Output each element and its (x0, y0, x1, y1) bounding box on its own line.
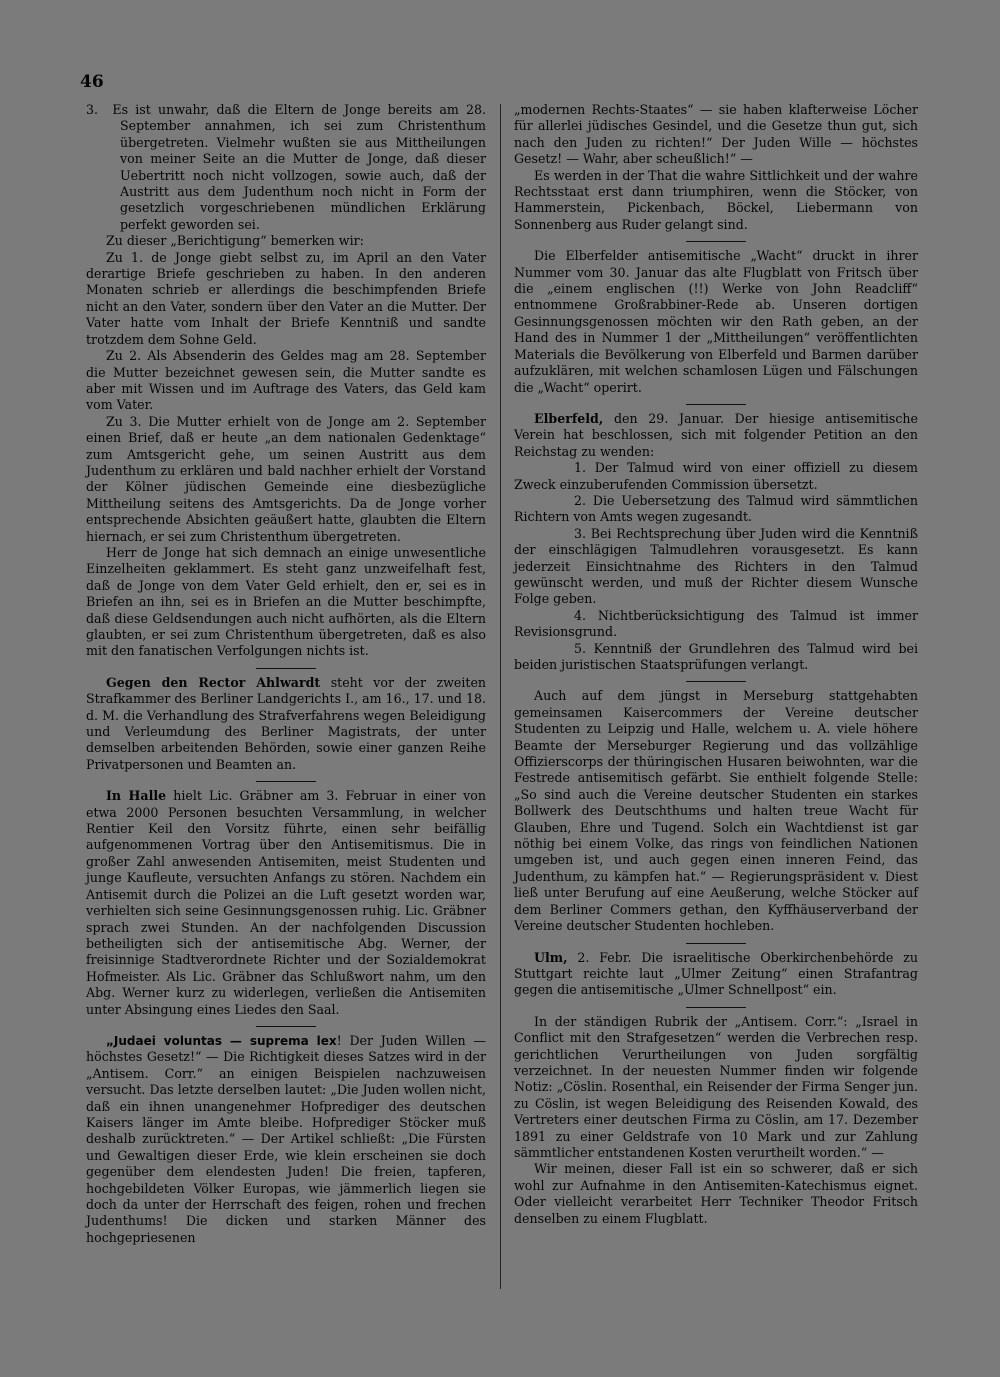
petition-item: 1. Der Talmud wird von einer offiziell zu diesem Zweck einzuberufenden Commission übersetzt. (514, 460, 918, 492)
section-separator (256, 781, 316, 782)
section-separator (686, 1007, 746, 1008)
elberfeld-lead: Elberfeld, (534, 410, 604, 426)
ulm-article (514, 950, 918, 999)
wacht-article: Die Elberfelder antisemitische „Wacht“ druckt in ihrer Nummer vom 30. Januar das alte Flugblatt von Fritsch über die „einem englischen (!!) Werke von John Readcliff“ entnommene Großrabbiner-Rede ab. Unseren dortigen Gesinnungsgenossen möchten wir den Rath geben, an der Hand des in Nummer 1 der „Mittheilungen“ veröffentlichten Materials die Bevölkerung von Elberfeld und Barmen darüber aufzuklären, mit welchen schamlosen Lügen und Fälschungen die „Wacht“ operirt. (514, 248, 918, 395)
petition-item: 3. Bei Rechtsprechung über Juden wird die Kenntniß der einschlägigen Talmudlehren vorausgesetzt. Es kann jederzeit Einsichtnahme des Richters in den Talmud gewünscht werden, und muß der Richter diesem Wunsche Folge geben. (514, 525, 918, 607)
judaei-lead: „Judaei voluntas — suprema lex (106, 1033, 337, 1048)
ulm-text: 2. Febr. Die israelitische Oberkirchenbehörde zu Stuttgart reichte laut „Ulmer Zeitung“ einen Strafantrag gegen die antisemitische „Ulmer Schnellpost“ ein. (514, 949, 918, 998)
ahlwardt-text: steht vor der zweiten Strafkammer des Berliner Landgerichts I., am 16., 17. und 18. d. M. die Verhandlung des Strafverfahrens wegen Beleidigung und Verleumdung des Berliner Magistrats, der unter demselben arbeitenden Behörden, sowie einer ganzen Reihe Privatpersonen und Beamten an. (86, 674, 487, 772)
left-column (86, 102, 486, 1246)
ahlwardt-article (86, 675, 486, 773)
section-separator (256, 668, 316, 669)
elberfeld-text: den 29. Januar. Der hiesige antisemitische Verein hat beschlossen, sich mit folgender Petition an den Reichstag zu wenden: (514, 410, 918, 459)
petition-list (514, 460, 918, 673)
berichtigung-intro: Zu dieser „Berichtigung“ bemerken wir: (106, 233, 364, 249)
continuation-1: „modernen Rechts-Staates“ — sie haben klafterweise Löcher für allerlei jüdisches Gesindel, und die Gesetze thun gut, sich nach den Juden zu richten!“ Der Juden Wille — höchstes Gesetz! — Wahr, aber scheußlich!“ — (514, 102, 918, 167)
column-rule (500, 104, 501, 1289)
ulm-lead: Ulm, (534, 949, 568, 965)
halle-article (86, 788, 486, 1018)
petition-item: 4. Nichtberücksichtigung des Talmud ist immer Revisionsgrund. (514, 607, 918, 640)
merseburg-article: Auch auf dem jüngst in Merseburg stattgehabten gemeinsamen Kaisercommers der Vereine deutscher Studenten zu Leipzig und Halle, welchem u. A. viele höhere Beamte der Merseburger Regierung und das vollzählige Offizierscorps der thüringischen Husaren beiwohnten, war die Festrede antisemitisch gefärbt. Sie enthielt folgende Stelle: „So sind auch die Vereine deutscher Studenten ein starkes Bollwerk des Deutschthums und halten treue Wacht für Glauben, Ehre und Tugend. Solch ein Wachtdienst ist gar nöthig bei einem Volke, das rings von feindlichen Nationen umgeben ist, und auch gegen einen inneren Feind, das Judenthum, zu kämpfen hat.“ — Regierungspräsident v. Diest ließ unter Berufung auf eine Aeußerung, welche Stöcker auf dem Berliner Commers gethan, den Kyffhäuserverband der Vereine deutscher Studenten hochleben. (514, 688, 918, 934)
section-separator (256, 1026, 316, 1027)
section-separator (686, 681, 746, 682)
halle-text: hielt Lic. Gräbner am 3. Februar in einer von etwa 2000 Personen besuchten Versammlung, in welcher Rentier Keil den Vorsitz führte, einen sehr beifällig aufgenommenen Vortrag über den Antisemitismus. Die in großer Zahl anwesenden Antisemiten, meist Studenten und junge Kaufleute, versuchten Anfangs zu stören. Nachdem ein Antisemit durch die Polizei an die Luft gesetzt worden war, verhielten sich seine Gesinnungsgenossen ruhig. Lic. Gräbner sprach zwei Stunden. An der nachfolgenden Discussion betheiligten sich der antisemitische Abg. Werner, der freisinnige Stadtverordnete Richter und der Sozialdemokrat Hofmeister. Als Lic. Gräbner das Schlußwort nahm, um den Abg. Werner kurz zu widerlegen, verließen die Antisemiten unter Absingung eines Liedes den Saal. (86, 788, 486, 1017)
item-3-text: Es ist unwahr, daß die Eltern de Jonge bereits am 28. September annahmen, ich sei zum Christenthum übergetreten. Vielmehr wußten sie aus Mittheilungen von meiner Seite an die Mutter de Jonge, daß dieser Uebertritt noch nicht vollzogen, sowie auch, daß der Austritt aus dem Judenthum noch nicht in Form der gesetzlich vorgeschriebenen mündlichen Erklärung perfekt geworden sei. (112, 102, 486, 232)
rubrik-article: In der ständigen Rubrik der „Antisem. Corr.“: „Israel in Conflict mit den Strafgesetzen“ werden die Verbrechen resp. gerichtlichen Verurtheilungen von Juden sorgfältig verzeichnet. In der neuesten Nummer finden wir folgende Notiz: „Cöslin. Rosenthal, ein Reisender der Firma Senger jun. zu Cöslin, ist wegen Beleidigung des Reisenden Kowald, des Vertreters einer deutschen Firma zu Cöslin, am 17. Dezember 1891 zu einer Geldstrafe von 10 Mark und zur Zahlung sämmtlicher entstandenen Kosten verurtheilt worden.“ — (514, 1013, 918, 1160)
section-separator (686, 943, 746, 944)
conclusion-paragraph: Herr de Jonge hat sich demnach an einige unwesentliche Einzelheiten geklammert. Es steht ganz unzweifelhaft fest, daß de Jonge von dem Vater Geld erhielt, den er, sei es in Briefen an ihn, sei es in Briefen an die Mutter beschimpfte, daß diese Geldsendungen auch nicht aufhörten, als die Eltern glaubten, er sei zum Christenthum übergetreten, daß es also mit den fanatischen Verfolgungen nichts ist. (86, 544, 486, 659)
item-3 (86, 102, 486, 233)
continuation-2: Es werden in der That die wahre Sittlichkeit und der wahre Rechtsstaat erst dann triumphiren, wenn die Stöcker, von Hammerstein, Pickenbach, Böckel, Liebermann von Sonnenberg aus Ruder gelangt sind. (514, 167, 918, 232)
response-3: Zu 3. Die Mutter erhielt von de Jonge am 2. September einen Brief, daß er heute „an dem nationalen Gedenktage“ zum Amtsgericht gehe, um seinen Austritt aus dem Judenthum zu erklären und bald nachher erhielt der Vorstand der Kölner jüdischen Gemeinde eine diesbezügliche Mittheilung seitens des Amtsgerichts. Da de Jonge vorher entsprechende Absichten geäußert hatte, glaubten die Eltern hiernach, er sei zum Christenthum übergetreten. (86, 413, 486, 544)
response-2: Zu 2. Als Absenderin des Geldes mag am 28. September die Mutter bezeichnet gewesen sein, die Mutter sandte es aber mit Wissen und im Auftrage des Vaters, das Geld kam vom Vater. (86, 348, 486, 413)
judaei-article (86, 1033, 486, 1246)
halle-lead: In Halle (106, 788, 167, 804)
item-3-number: 3. (86, 102, 99, 117)
right-column (514, 102, 918, 1227)
response-1: Zu 1. de Jonge giebt selbst zu, im April an den Vater derartige Briefe geschrieben zu haben. In den anderen Monaten schrieb er allerdings die beschimpfenden Briefe nicht an den Vater, sondern über den Vater an die Mutter. Der Vater hatte vom Inhalt der Briefe Kenntniß und sandte trotzdem dem Sohne Geld. (86, 249, 486, 347)
petition-item: 2. Die Uebersetzung des Talmud wird sämmtlichen Richtern von Amts wegen zugesandt. (514, 492, 918, 525)
ahlwardt-lead: Gegen den Rector Ahlwardt (106, 674, 321, 690)
closing-paragraph: Wir meinen, dieser Fall ist ein so schwerer, daß er sich wohl zur Aufnahme in den Antisemiten-Katechismus eignet. Oder vielleicht verarbeitet Herr Techniker Theodor Fritsch denselben zu einem Flugblatt. (514, 1161, 918, 1226)
page-number: 46 (80, 72, 104, 92)
judaei-text: ! Der Juden Willen — höchstes Gesetz!“ — Die Richtigkeit dieses Satzes wird in der „Antisem. Corr.“ an einigen Beispielen nachzuweisen versucht. Das letzte derselben lautet: „Die Juden wollen nicht, daß ein ihnen unangenehmer Hofprediger des deutschen Kaisers länger im Amte bleibe. Hofprediger Stöcker muß deshalb zurücktreten.“ — Der Artikel schließt: „Die Fürsten und Gewaltigen dieser Erde, wie klein erscheinen sie doch gegenüber dem elendesten Juden! Die freien, tapferen, hochgebildeten Völker Europas, wie jämmerlich liegen sie doch da unter der Herrschaft des feigen, rohen und frechen Judenthums! Die dicken und starken Männer des hochgepriesenen (86, 1032, 486, 1245)
petition-item: 5. Kenntniß der Grundlehren des Talmud wird bei beiden juristischen Staatsprüfungen verlangt. (514, 640, 918, 672)
section-separator (686, 404, 746, 405)
section-separator (686, 241, 746, 242)
elberfeld-article (514, 411, 918, 460)
